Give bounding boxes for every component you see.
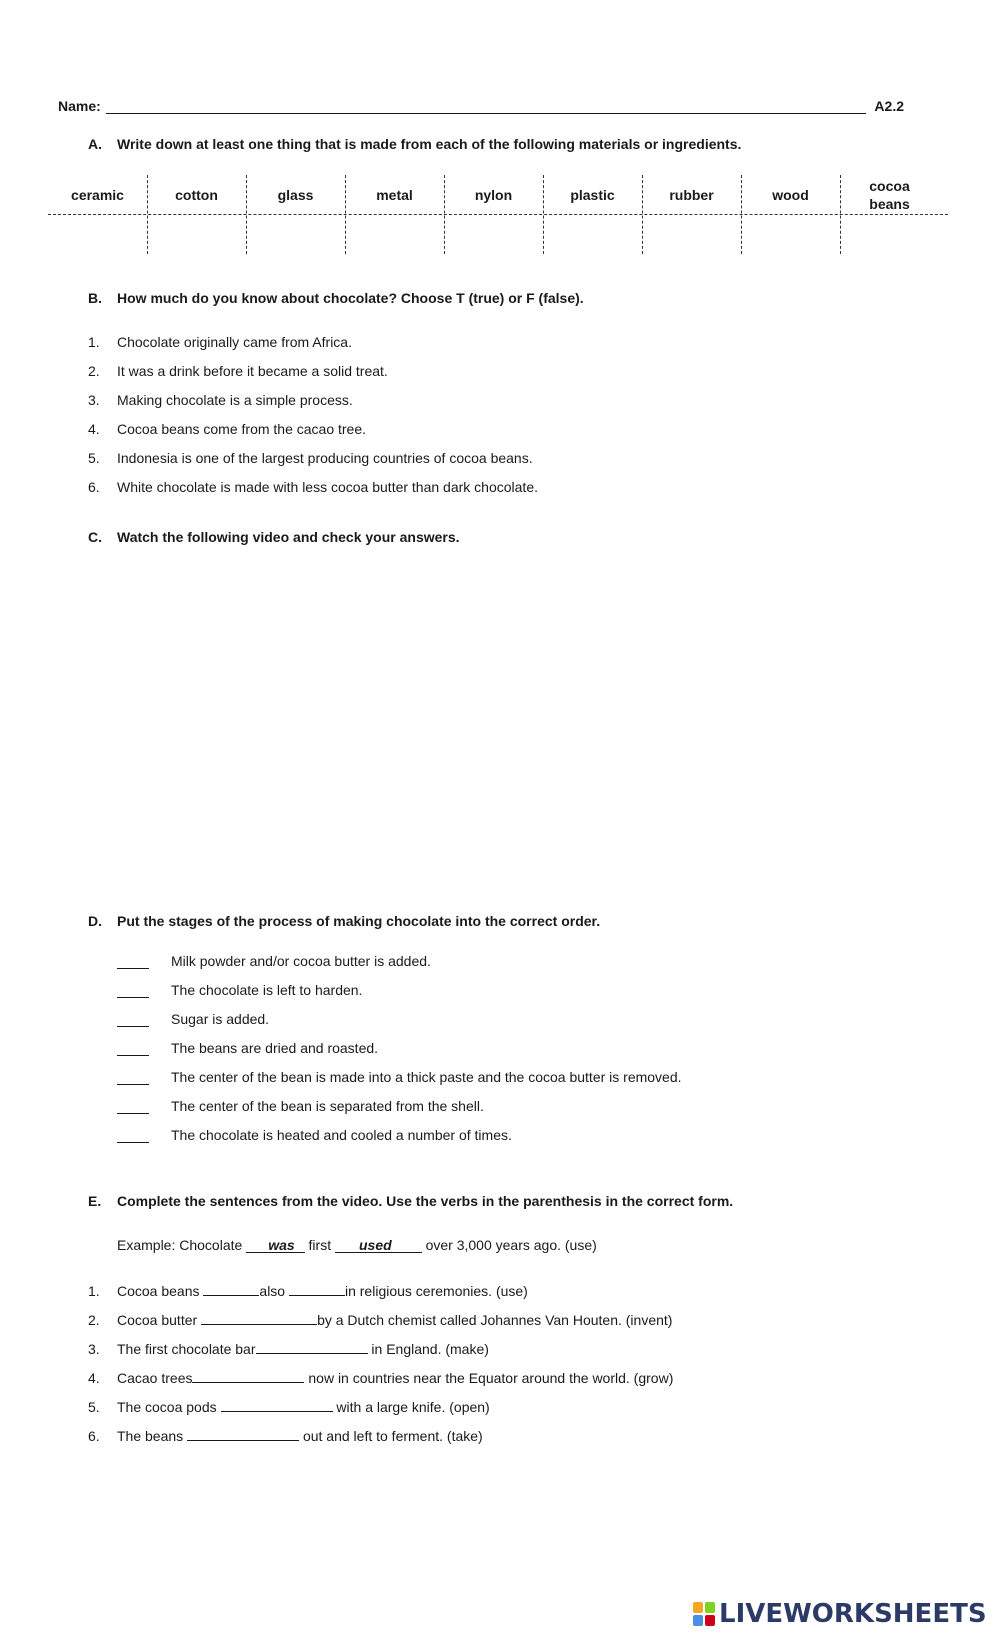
- section-b-letter: B.: [88, 290, 102, 306]
- order-item-text: The center of the bean is separated from the shell.: [171, 1098, 484, 1114]
- example-sentence: [117, 1237, 597, 1253]
- item-text: The first chocolate bar: [117, 1341, 256, 1357]
- fill-item: [88, 1398, 490, 1415]
- example-mid: first: [308, 1237, 332, 1253]
- fill-item: [88, 1369, 673, 1386]
- item-text: in England. (make): [371, 1341, 489, 1357]
- tf-item[interactable]: [88, 450, 533, 466]
- material-ceramic: ceramic: [71, 187, 124, 203]
- item-text: Indonesia is one of the largest producing countries of cocoa beans.: [117, 450, 533, 466]
- section-c-heading: [88, 529, 460, 545]
- example-suffix: over 3,000 years ago. (use): [425, 1237, 597, 1253]
- logo-mark-icon: [693, 1602, 715, 1626]
- item-text: Cocoa beans come from the cacao tree.: [117, 421, 367, 437]
- item-number: 2.: [88, 363, 100, 379]
- material-cotton: cotton: [175, 187, 218, 203]
- name-label: Name:: [58, 98, 101, 114]
- item-number: 4.: [88, 421, 100, 437]
- materials-table: [48, 175, 948, 255]
- tf-item[interactable]: [88, 479, 538, 495]
- section-e-heading: [88, 1193, 733, 1209]
- example-answer: was: [268, 1237, 295, 1253]
- item-text: by a Dutch chemist called Johannes Van Houten. (invent): [317, 1312, 673, 1328]
- order-item-text: Sugar is added.: [171, 1011, 270, 1027]
- fill-item: [88, 1282, 528, 1299]
- logo-text: LIVEWORKSHEETS: [719, 1599, 987, 1629]
- item-number: 5.: [88, 1399, 100, 1415]
- order-input[interactable]: [117, 1041, 149, 1056]
- tf-item[interactable]: [88, 392, 353, 408]
- material-wood: wood: [772, 187, 809, 203]
- section-c-letter: C.: [88, 529, 102, 545]
- material-glass: glass: [277, 187, 314, 203]
- section-e-instruction: Complete the sentences from the video. Use the verbs in the parenthesis in the correct form.: [117, 1193, 734, 1209]
- name-field[interactable]: [106, 113, 866, 114]
- section-a-instruction: Write down at least one thing that is made from each of the following materials or ingredients.: [117, 136, 742, 152]
- fill-blank[interactable]: [187, 1427, 299, 1441]
- material-cocoa-beans: cocoa beans: [869, 178, 910, 212]
- section-a-letter: A.: [88, 136, 102, 152]
- item-text: White chocolate is made with less cocoa butter than dark chocolate.: [117, 479, 538, 495]
- order-item-text: The chocolate is left to harden.: [171, 982, 363, 998]
- section-c-instruction: Watch the following video and check your answers.: [117, 529, 460, 545]
- order-item-text: The beans are dried and roasted.: [171, 1040, 379, 1056]
- item-number: 6.: [88, 1428, 100, 1444]
- tf-item[interactable]: [88, 363, 388, 379]
- example-answer: used: [359, 1237, 392, 1253]
- fill-item: [88, 1427, 483, 1444]
- item-number: 3.: [88, 1341, 100, 1357]
- order-input[interactable]: [117, 1099, 149, 1114]
- section-d-heading: [88, 913, 600, 929]
- material-plastic: plastic: [570, 187, 615, 203]
- order-input[interactable]: [117, 1070, 149, 1085]
- item-number: 2.: [88, 1312, 100, 1328]
- fill-blank[interactable]: [203, 1282, 259, 1296]
- item-text: out and left to ferment. (take): [302, 1428, 483, 1444]
- order-item: [117, 1069, 682, 1085]
- item-text: Cocoa butter: [117, 1312, 198, 1328]
- order-item-text: The center of the bean is made into a thick paste and the cocoa butter is removed.: [171, 1069, 682, 1085]
- name-row: [58, 98, 904, 118]
- section-b-heading: [88, 290, 584, 306]
- order-input[interactable]: [117, 1128, 149, 1143]
- order-item: [117, 953, 431, 969]
- item-number: 4.: [88, 1370, 100, 1386]
- section-d-instruction: Put the stages of the process of making chocolate into the correct order.: [117, 913, 601, 929]
- item-text: Chocolate originally came from Africa.: [117, 334, 352, 350]
- order-item: [117, 1040, 378, 1056]
- section-d-letter: D.: [88, 913, 102, 929]
- order-item: [117, 1098, 484, 1114]
- order-item-text: Milk powder and/or cocoa butter is added.: [171, 953, 431, 969]
- item-text: Cocoa beans: [117, 1283, 200, 1299]
- fill-blank[interactable]: [192, 1369, 304, 1383]
- video-area[interactable]: [88, 560, 908, 900]
- material-metal: metal: [376, 187, 413, 203]
- item-text: also: [259, 1283, 286, 1299]
- item-number: 6.: [88, 479, 100, 495]
- order-item: [117, 1127, 512, 1143]
- liveworksheets-logo: [693, 1600, 987, 1628]
- item-text: in religious ceremonies. (use): [344, 1283, 528, 1299]
- tf-item[interactable]: [88, 421, 366, 437]
- fill-blank[interactable]: [221, 1398, 333, 1412]
- item-number: 1.: [88, 1283, 100, 1299]
- material-nylon: nylon: [474, 187, 513, 203]
- fill-item: [88, 1340, 489, 1357]
- section-b-instruction: How much do you know about chocolate? Choose T (true) or F (false).: [117, 290, 584, 306]
- order-input[interactable]: [117, 983, 149, 998]
- item-text: It was a drink before it became a solid treat.: [117, 363, 388, 379]
- order-input[interactable]: [117, 954, 149, 969]
- fill-blank[interactable]: [289, 1282, 345, 1296]
- material-rubber: rubber: [669, 187, 714, 203]
- order-item-text: The chocolate is heated and cooled a number of times.: [171, 1127, 512, 1143]
- fill-blank[interactable]: [201, 1311, 317, 1325]
- order-item: [117, 982, 362, 998]
- item-text: The beans: [117, 1428, 184, 1444]
- item-number: 3.: [88, 392, 100, 408]
- item-number: 1.: [88, 334, 100, 350]
- section-e-letter: E.: [88, 1193, 102, 1209]
- item-text: The cocoa pods: [117, 1399, 217, 1415]
- item-text: now in countries near the Equator around the world. (grow): [308, 1370, 674, 1386]
- fill-item: [88, 1311, 672, 1328]
- item-text: with a large knife. (open): [336, 1399, 490, 1415]
- item-text: Making chocolate is a simple process.: [117, 392, 353, 408]
- example-prefix: Example: Chocolate: [117, 1237, 243, 1253]
- item-number: 5.: [88, 450, 100, 466]
- item-text: Cacao trees: [117, 1370, 193, 1386]
- level-label: A2.2: [874, 98, 904, 114]
- section-a-heading: [88, 136, 741, 152]
- fill-blank[interactable]: [256, 1340, 368, 1354]
- order-input[interactable]: [117, 1012, 149, 1027]
- order-item: [117, 1011, 269, 1027]
- tf-item[interactable]: [88, 334, 352, 350]
